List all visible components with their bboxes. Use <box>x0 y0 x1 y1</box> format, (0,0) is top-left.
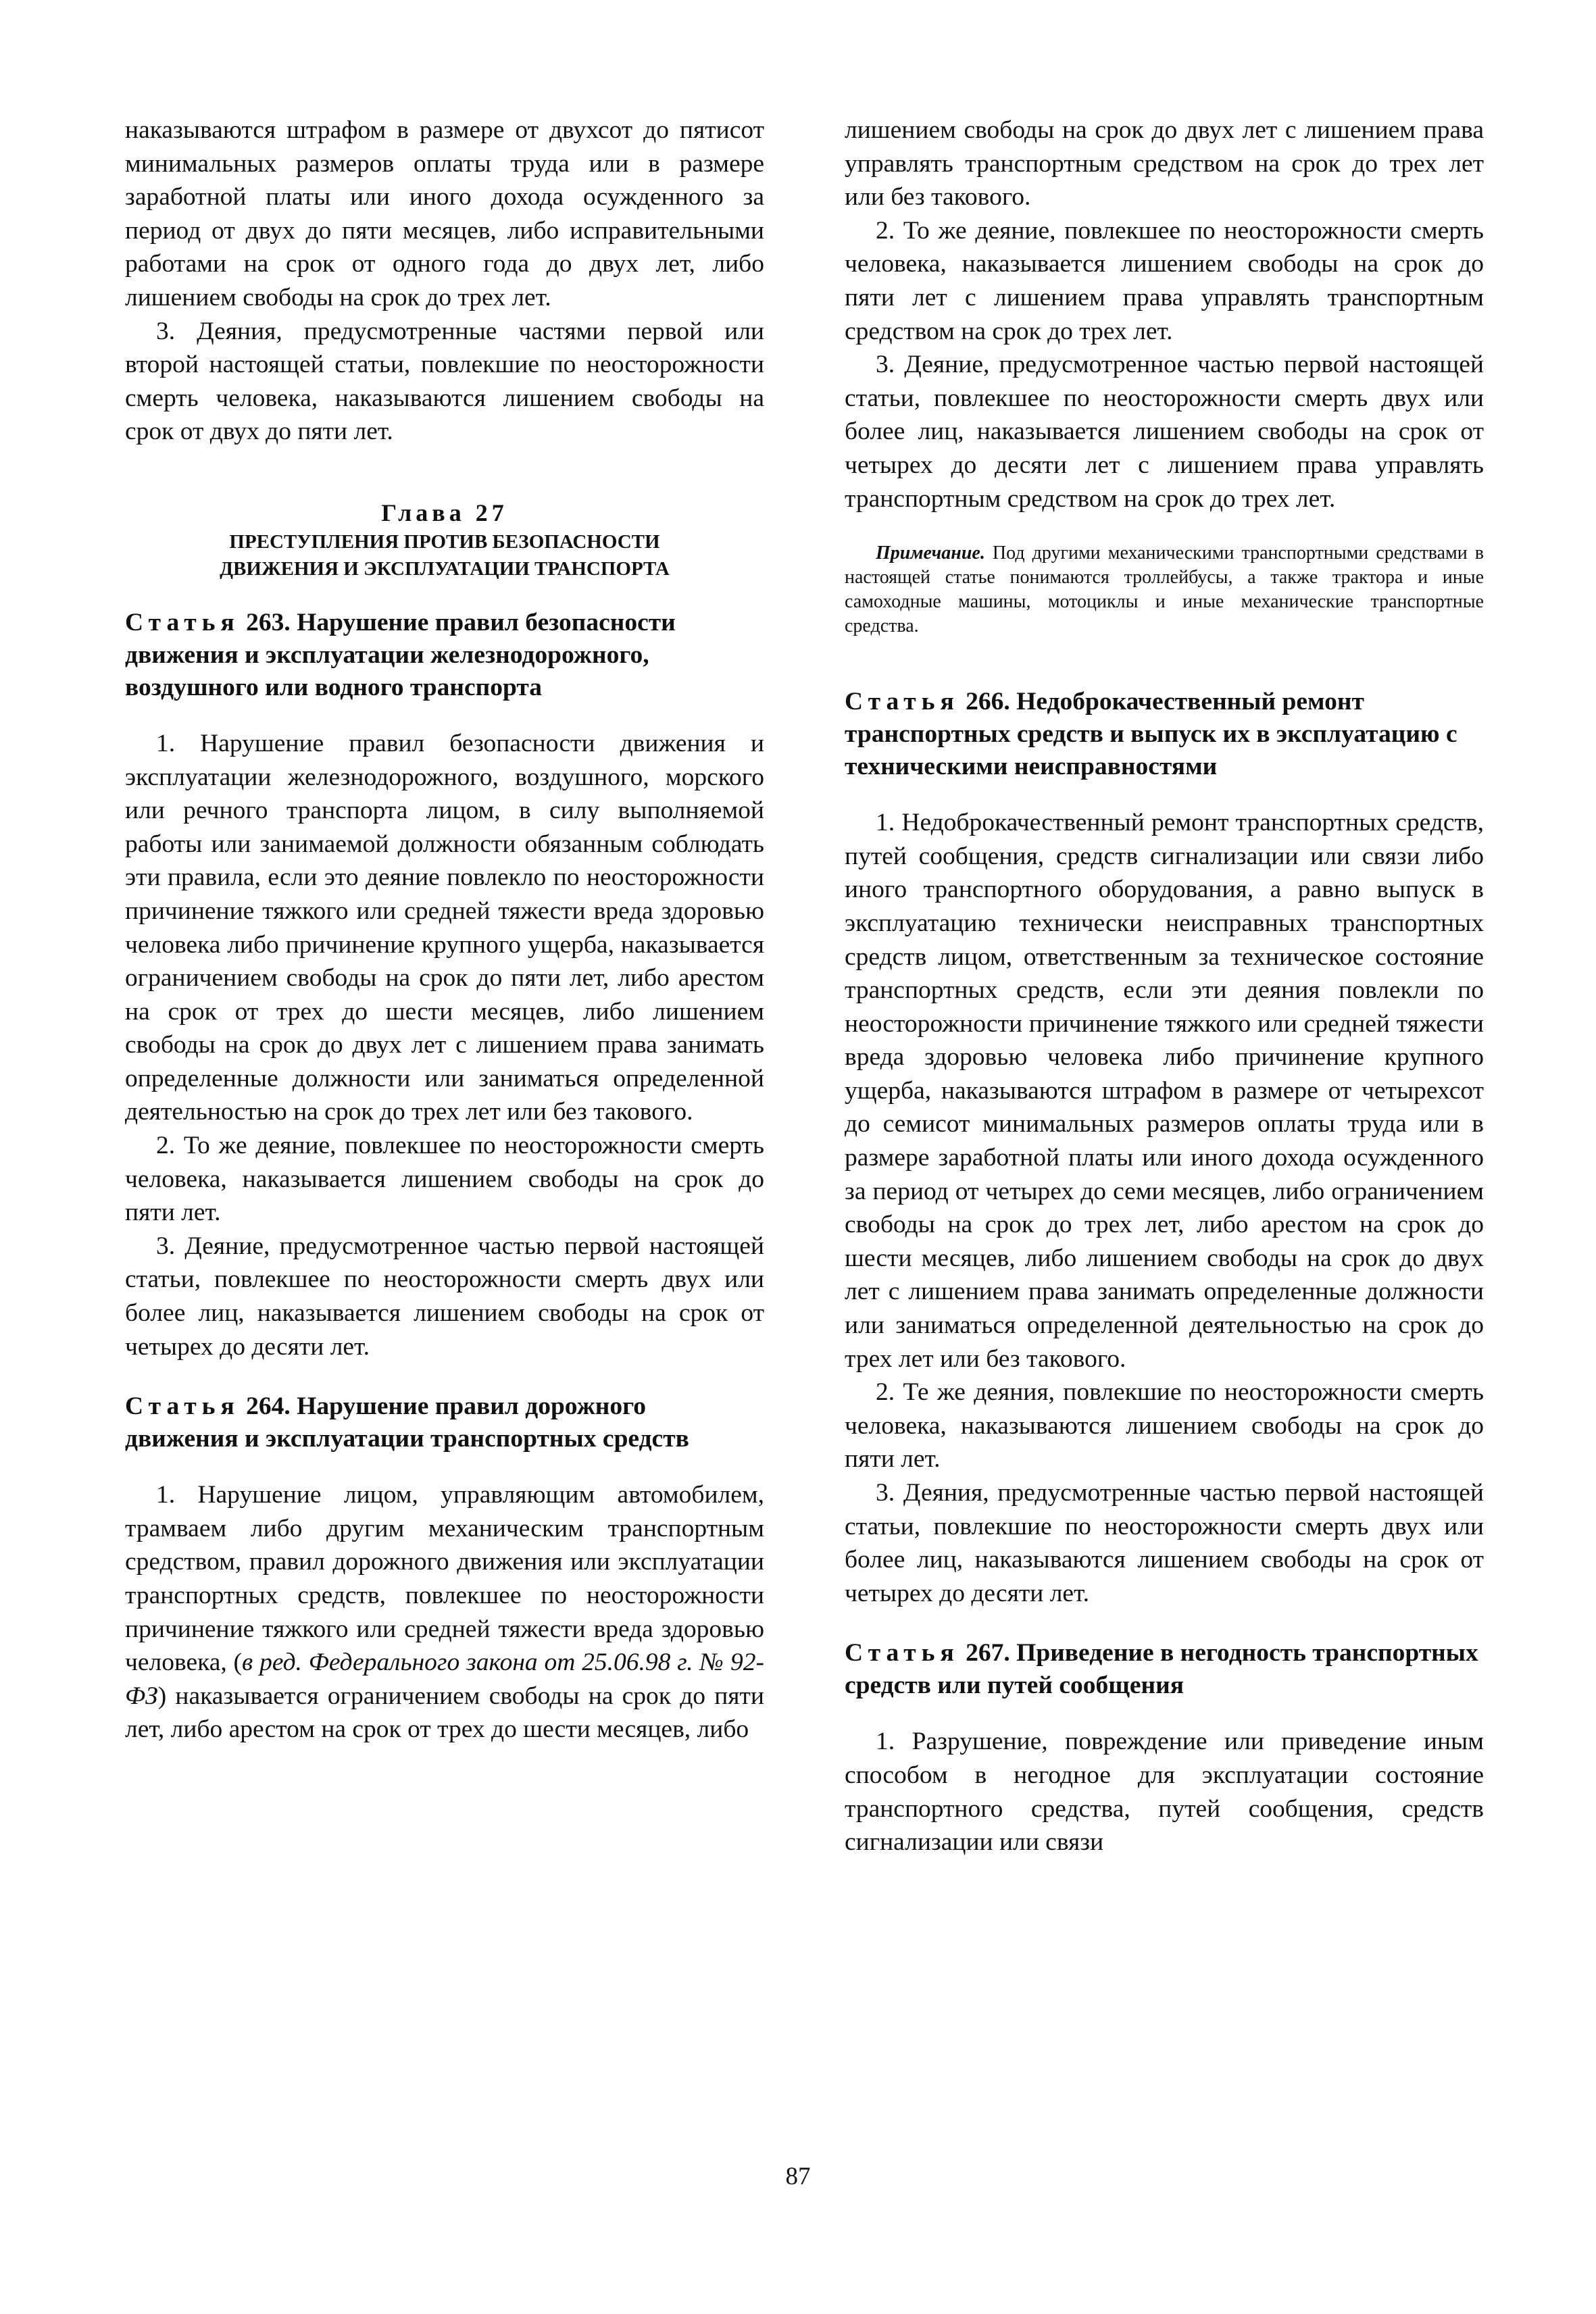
paragraph: 2. Те же деяния, повлекшие по неосторожности смерть человека, наказываются лишением свободы на срок до пяти лет. <box>845 1378 1484 1474</box>
article-title-text: 267. Приведение в негодность транспортных средств или путей сообщения <box>845 1639 1478 1700</box>
article-title-text: 266. Недоброкачественный ремонт транспортных средств и выпуск их в эксплуатацию с техническими неисправностями <box>845 688 1457 781</box>
note-label: Примечание. <box>876 543 985 564</box>
article-label: Статья <box>845 688 959 716</box>
paragraph-text: ) наказывается ограничением свободы на срок до пяти лет, либо арестом на срок от трех до шести месяцев, либо <box>125 1682 764 1744</box>
article-label: Статья <box>845 1639 959 1667</box>
paragraph: 2. То же деяние, повлекшее по неосторожности смерть человека, наказывается лишением свободы на срок до пяти лет. <box>125 1132 764 1227</box>
chapter-number: Глава 27 <box>381 499 508 526</box>
paragraph: 3. Деяние, предусмотренное частью первой настоящей статьи, повлекшее по неосторожности смерть двух или более лиц, наказывается лишением свободы на срок от четырех до десяти лет с лишением права управлять транспортным средством на срок до трех лет. <box>845 351 1484 513</box>
paragraph: 3. Деяние, предусмотренное частью первой настоящей статьи, повлекшее по неосторожности смерть двух или более лиц, наказывается лишением свободы на срок от четырех до десяти лет. <box>125 1232 764 1361</box>
note <box>845 541 1484 638</box>
article-label: Статья <box>125 608 240 636</box>
paragraph: 1. Разрушение, повреждение или приведение иным способом в негодное для эксплуатации состояние транспортного средства, путей сообщения, средств сигнализации или связи <box>845 1728 1484 1857</box>
paragraph: наказываются штрафом в размере от двухсот до пятисот минимальных размеров оплаты труда или в размере заработной платы или иного дохода осужденного за период от двух до пяти месяцев, либо исправительными работами на срок от одного года до двух лет, либо лишением свободы на срок до трех лет. <box>125 116 764 311</box>
note-text: Под другими механическими транспортными средствами в настоящей статье понимаются троллейбусы, а также трактора и иные самоходные машины, мотоциклы и иные механические транспортные средства. <box>845 543 1484 637</box>
amendment-reference: в ред. Федерального закона от 25.06.98 г. № 92-ФЗ <box>125 1649 764 1710</box>
right-column <box>845 114 1484 1859</box>
article-264-title <box>125 1390 764 1455</box>
paragraph: 2. То же деяние, повлекшее по неосторожности смерть человека, наказывается лишением свободы на срок до пяти лет с лишением права управлять транспортным средством на срок до трех лет. <box>845 216 1484 345</box>
paragraph: 1. Недоброкачественный ремонт транспортных средств, путей сообщения, средств сигнализации или связи либо иного транспортного оборудования, а равно выпуск в эксплуатацию технически неисправных транспортных средств лицом, ответственным за техническое состояние транспортных средств, если эти деяния повлекли по неосторожности причинение тяжкого или средней тяжести вреда здоровью человека либо причинение крупного ущерба, наказываются штрафом в размере от четырехсот до семисот минимальных размеров оплаты труда или в размере заработной платы или иного дохода осужденного за период от четырех до семи месяцев, либо ограничением свободы на срок до трех лет, либо арестом на срок до шести месяцев, либо лишением свободы на срок до двух лет с лишением права занимать определенные должности или заниматься определенной деятельностью на срок до трех лет или без такового. <box>845 809 1484 1373</box>
chapter-title-line: ПРЕСТУПЛЕНИЯ ПРОТИВ БЕЗОПАСНОСТИ <box>229 530 660 553</box>
paragraph: 3. Деяния, предусмотренные частями первой или второй настоящей статьи, повлекшие по неосторожности смерть человека, наказываются лишением свободы на срок от двух до пяти лет. <box>125 317 764 446</box>
paragraph: 1. Нарушение правил безопасности движения и эксплуатации железнодорожного, воздушного, морского или речного транспорта лицом, в силу выполняемой работы или занимаемой должности обязанным соблюдать эти правила, если это деяние повлекло по неосторожности причинение тяжкого или средней тяжести вреда здоровью человека либо причинение крупного ущерба, наказывается ограничением свободы на срок до пяти лет, либо арестом на срок от трех до шести месяцев, либо лишением свободы на срок до двух лет с лишением права занимать определенные должности или заниматься определенной деятельностью на срок до трех лет или без такового. <box>125 729 764 1126</box>
article-title-text: 264. Нарушение правил дорожного движения и эксплуатации транспортных средств <box>125 1392 689 1453</box>
paragraph: лишением свободы на срок до двух лет с лишением права управлять транспортным средством на срок до трех лет или без такового. <box>845 116 1484 211</box>
note-block <box>845 541 1484 638</box>
paragraph-text: 1. Нарушение лицом, управляющим автомобилем, трамваем либо другим механическим транспортным средством, правил дорожного движения или эксплуатации транспортных средств, повлекшее по неосторожности причинение тяжкого или средней тяжести вреда здоровью человека, ( <box>125 1481 764 1677</box>
paragraph: 3. Деяния, предусмотренные частью первой настоящей статьи, повлекшие по неосторожности смерть двух или более лиц, наказываются лишением свободы на срок от четырех до десяти лет. <box>845 1479 1484 1607</box>
left-column <box>125 114 764 1746</box>
article-title-text: 263. Нарушение правил безопасности движения и эксплуатации железнодорожного, воздушного или водного транспорта <box>125 608 676 701</box>
article-266-title <box>845 686 1484 783</box>
article-label: Статья <box>125 1392 240 1421</box>
page-number: 87 <box>785 2163 811 2190</box>
article-267-title <box>845 1637 1484 1702</box>
chapter-title-line: ДВИЖЕНИЯ И ЭКСПЛУАТАЦИИ ТРАНСПОРТА <box>220 557 670 580</box>
chapter-heading <box>125 497 764 582</box>
article-263-title <box>125 607 764 704</box>
paragraph <box>125 1478 764 1746</box>
